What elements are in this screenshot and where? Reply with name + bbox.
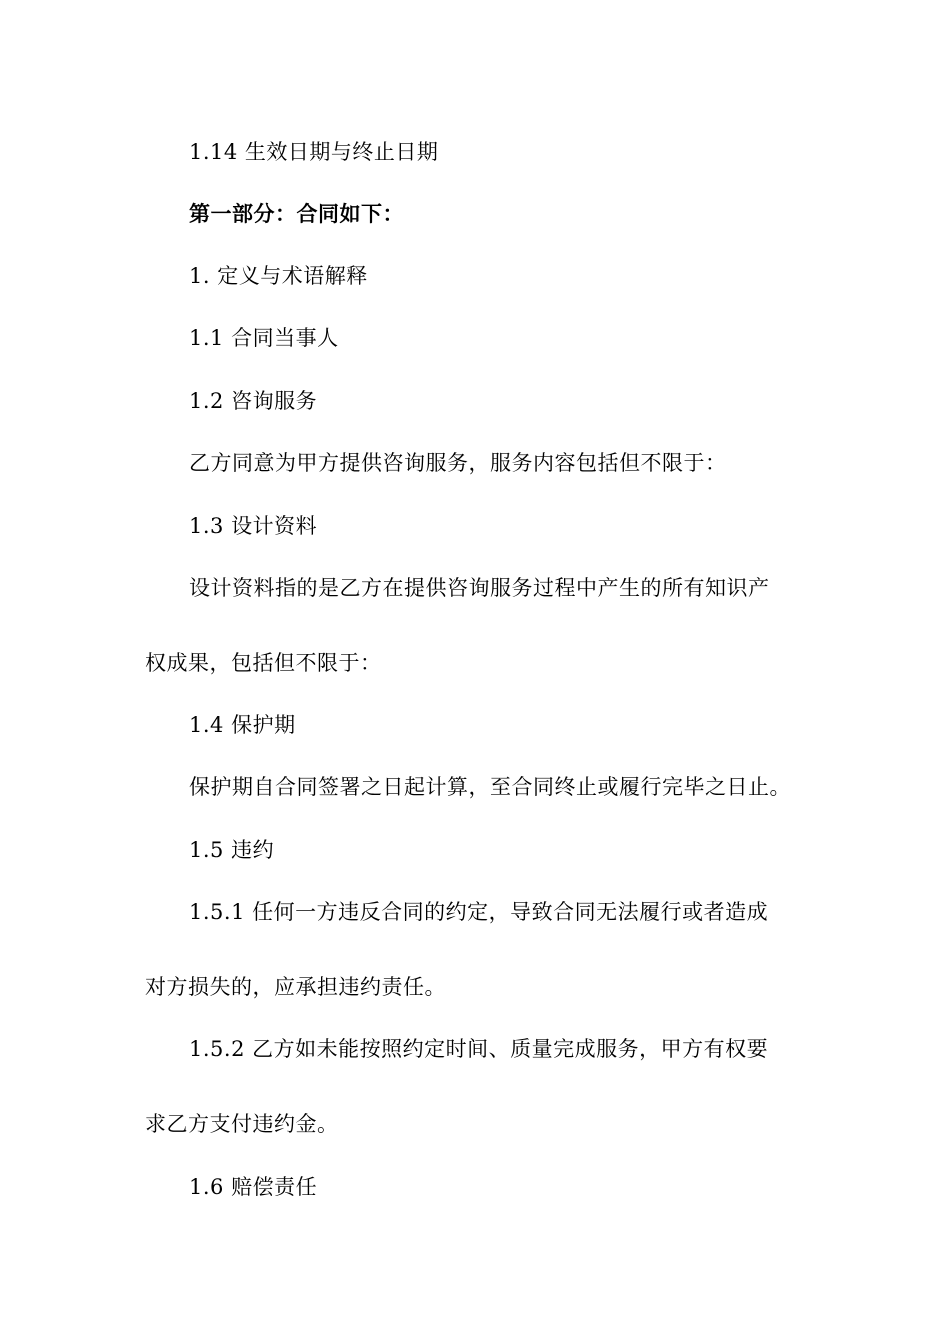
clause-1-2-body: 乙方同意为甲方提供咨询服务，服务内容包括但不限于：	[189, 451, 727, 475]
clause-1-3-body-line-2: 权成果，包括但不限于：	[145, 651, 382, 675]
part-one-heading: 第一部分：合同如下：	[189, 202, 404, 226]
clause-1-3-body-line-1: 设计资料指的是乙方在提供咨询服务过程中产生的所有知识产	[189, 576, 770, 600]
clause-1-5-heading: 1.5 违约	[189, 838, 275, 862]
clause-1-6-heading: 1.6 赔偿责任	[189, 1175, 318, 1199]
clause-1-5-2-line-1: 1.5.2 乙方如未能按照约定时间、质量完成服务，甲方有权要	[189, 1037, 769, 1061]
section-1-heading: 1. 定义与术语解释	[189, 264, 368, 288]
clause-1-5-2-line-2: 求乙方支付违约金。	[145, 1112, 339, 1136]
clause-1-4-heading: 1.4 保护期	[189, 713, 296, 737]
clause-1-4-body: 保护期自合同签署之日起计算，至合同终止或履行完毕之日止。	[189, 775, 791, 799]
clause-1-2-heading: 1.2 咨询服务	[189, 389, 318, 413]
clause-1-1-heading: 1.1 合同当事人	[189, 326, 339, 350]
clause-1-5-1-line-2: 对方损失的，应承担违约责任。	[145, 975, 446, 999]
clause-1-5-1-line-1: 1.5.1 任何一方违反合同的约定，导致合同无法履行或者造成	[189, 900, 769, 924]
clause-1-3-heading: 1.3 设计资料	[189, 514, 318, 538]
clause-1-14-heading: 1.14 生效日期与终止日期	[189, 140, 439, 164]
